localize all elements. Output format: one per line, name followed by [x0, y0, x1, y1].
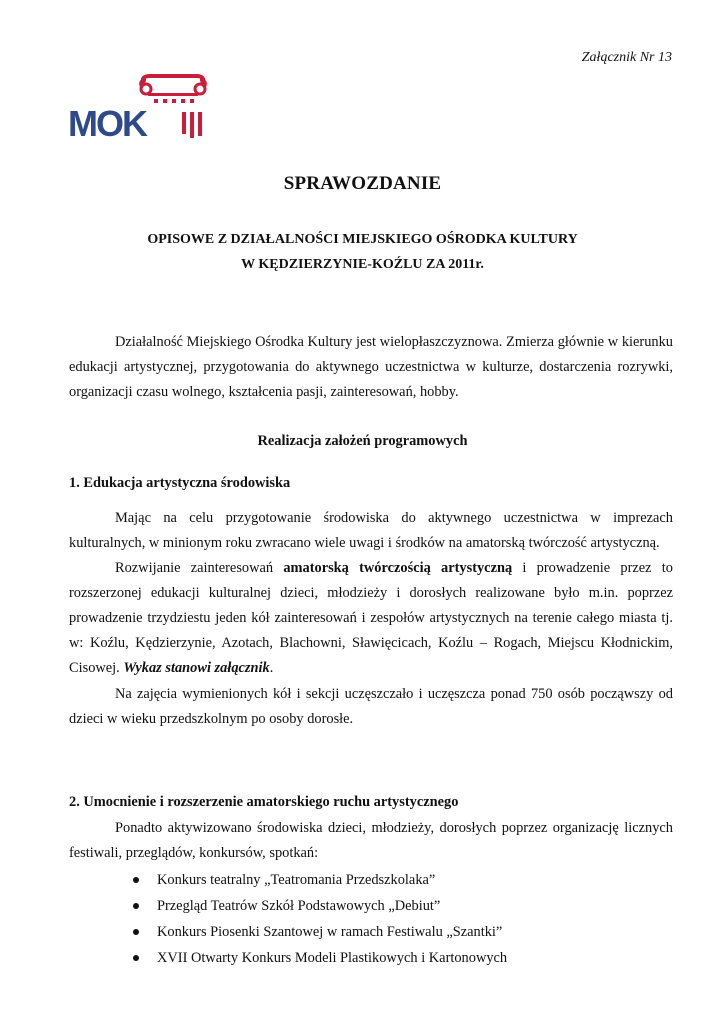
- section-1-heading: 1. Edukacja artystyczna środowiska: [69, 475, 291, 491]
- events-list: [133, 867, 507, 971]
- list-item: Konkurs Piosenki Szantowej w ramach Festiwalu „Szantki”: [133, 919, 507, 945]
- section-main-heading: Realizacja założeń programowych: [257, 433, 468, 449]
- bullet-icon: [133, 929, 139, 935]
- annex-reference: Wykaz stanowi załącznik: [123, 660, 270, 676]
- document-title: SPRAWOZDANIE: [283, 173, 442, 194]
- mok-logo: [68, 74, 210, 142]
- bullet-icon: [133, 903, 139, 909]
- subtitle-line-2: W KĘDZIERZYNIE-KOŹLU ZA 2011r.: [241, 257, 484, 272]
- section-1-paragraph-3: Na zajęcia wymienionych kół i sekcji uczęszczało i uczęszcza ponad 750 osób począwszy od dzieci w wieku przedszkolnym po osoby dorosłe.: [69, 686, 673, 727]
- list-item: Konkurs teatralny „Teatromania Przedszkolaka”: [133, 867, 507, 893]
- svg-text:MOK: MOK: [68, 103, 146, 142]
- section-1-paragraph-2: Rozwijanie zainteresowań amatorską twórczością artystyczną i prowadzenie przez to rozszerzonej edukacji kulturalnej dzieci, młodzieży i dorosłych realizowane było m.in. poprzez prowadzenie trzydziestu jeden kół zainteresowań i zespołów artystycznych na terenie całego miasta tj. w: Koźlu, Kędzierzynie, Azotach, Blachowni, Sławięcicach, Koźlu – Rogach, Miejscu Kłodnickim, Cisowej. Wykaz stanowi załącznik.: [69, 560, 673, 676]
- section-2-paragraph-1: Ponadto aktywizowano środowiska dzieci, młodzieży, dorosłych poprzez organizację licznych festiwali, przeglądów, konkursów, spotkań:: [69, 820, 673, 861]
- subtitle-line-1: OPISOWE Z DZIAŁALNOŚCI MIEJSKIEGO OŚRODKA KULTURY: [147, 232, 578, 247]
- bullet-icon: [133, 877, 139, 883]
- list-item: XVII Otwarty Konkurs Modeli Plastikowych i Kartonowych: [133, 945, 507, 971]
- emphasis-amateur-creativity: amatorską twórczością artystyczną: [283, 560, 513, 576]
- intro-paragraph: Działalność Miejskiego Ośrodka Kultury jest wielopłaszczyznowa. Zmierza głównie w kierunku edukacji artystycznej, przygotowania do aktywnego uczestnictwa w kulturze, dostarczenia rozrywki, organizacji czasu wolnego, kształcenia pasji, zainteresowań, hobby.: [69, 334, 673, 400]
- section-2-heading: 2. Umocnienie i rozszerzenie amatorskiego ruchu artystycznego: [69, 794, 459, 810]
- list-item: Przegląd Teatrów Szkół Podstawowych „Debiut”: [133, 893, 507, 919]
- section-1-paragraph-1: Mając na celu przygotowanie środowiska do aktywnego uczestnictwa w imprezach kulturalnych, w minionym roku zwracano wiele uwagi i środków na amatorską twórczość artystyczną.: [69, 510, 673, 551]
- bullet-icon: [133, 955, 139, 961]
- annex-label: Załącznik Nr 13: [581, 50, 672, 65]
